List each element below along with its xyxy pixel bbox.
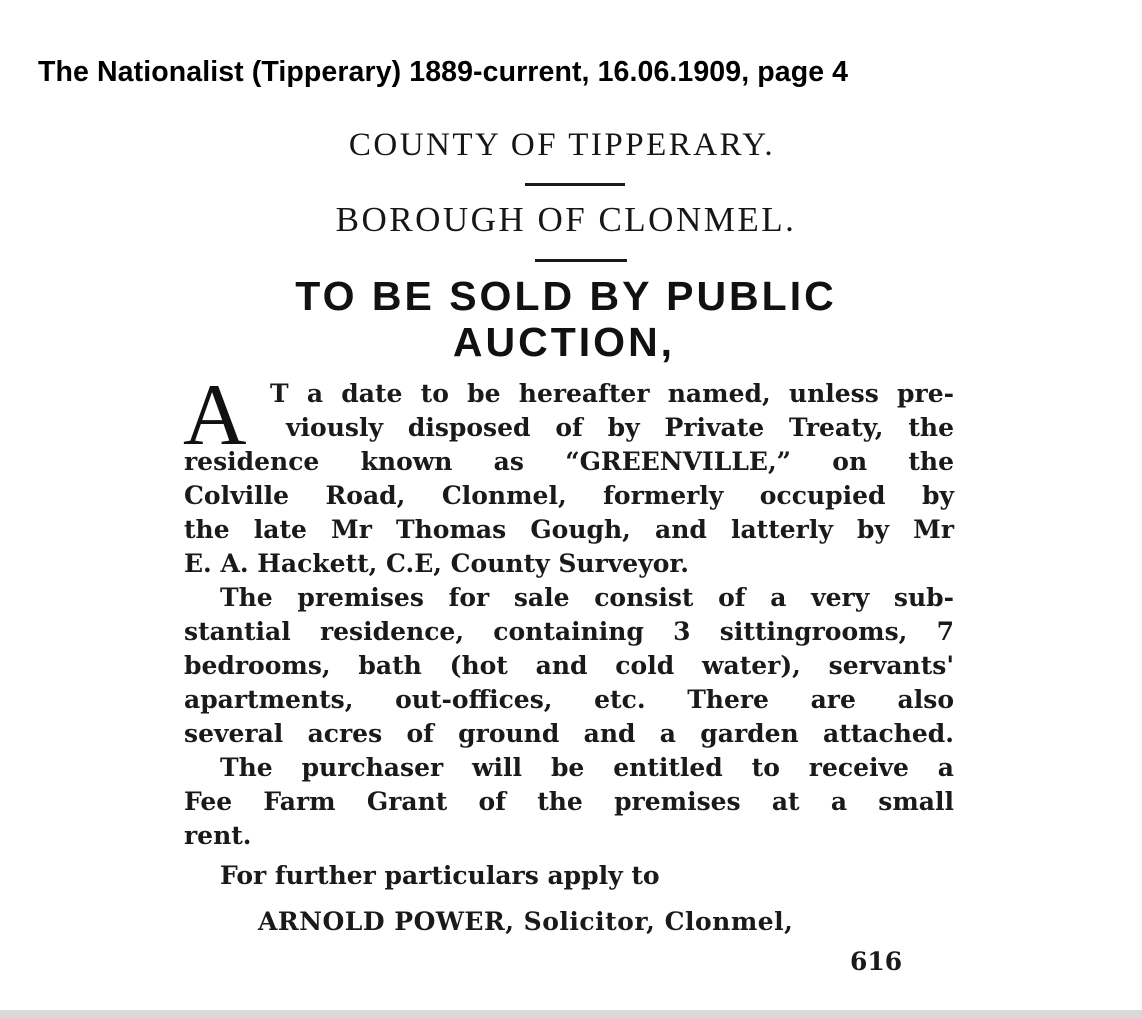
solicitor-signature: ARNOLD POWER, Solicitor, Clonmel, bbox=[258, 907, 794, 936]
text-line: apartments, out-offices, etc. There are also bbox=[184, 685, 954, 714]
text-line: The premises for sale consist of a very sub- bbox=[220, 583, 954, 612]
further-particulars: For further particulars apply to bbox=[220, 861, 660, 890]
text-line: Fee Farm Grant of the premises at a small bbox=[184, 787, 954, 816]
reference-number: 616 bbox=[850, 947, 903, 976]
auction-headline: TO BE SOLD BY PUBLIC bbox=[295, 273, 837, 319]
text-line: Colville Road, Clonmel, formerly occupied by bbox=[184, 481, 954, 510]
text-line: stantial residence, containing 3 sittingrooms, 7 bbox=[184, 617, 954, 646]
text-line: The purchaser will be entitled to receive a bbox=[220, 753, 954, 782]
divider-rule bbox=[525, 183, 625, 186]
text-line: rent. bbox=[184, 821, 252, 850]
text-line: bedrooms, bath (hot and cold water), servants' bbox=[184, 651, 954, 680]
page-caption: The Nationalist (Tipperary) 1889-current, 16.06.1909, page 4 bbox=[38, 56, 849, 88]
county-heading: COUNTY OF TIPPERARY. bbox=[348, 127, 776, 163]
text-line: E. A. Hackett, C.E, County Surveyor. bbox=[184, 549, 689, 578]
borough-heading: BOROUGH OF CLONMEL. bbox=[335, 200, 797, 239]
drop-cap: A bbox=[183, 367, 247, 464]
auction-headline: AUCTION, bbox=[452, 319, 676, 365]
divider-rule bbox=[535, 259, 627, 262]
text-line: T a date to be hereafter named, unless pre- bbox=[270, 379, 954, 408]
newspaper-clipping bbox=[180, 115, 960, 1010]
text-line: viously disposed of by Private Treaty, the bbox=[286, 413, 954, 442]
text-line: the late Mr Thomas Gough, and latterly by Mr bbox=[184, 515, 954, 544]
text-line: residence known as “GREENVILLE,” on the bbox=[184, 447, 954, 476]
bottom-edge-bar bbox=[0, 1010, 1142, 1018]
text-line: several acres of ground and a garden attached. bbox=[184, 719, 954, 748]
